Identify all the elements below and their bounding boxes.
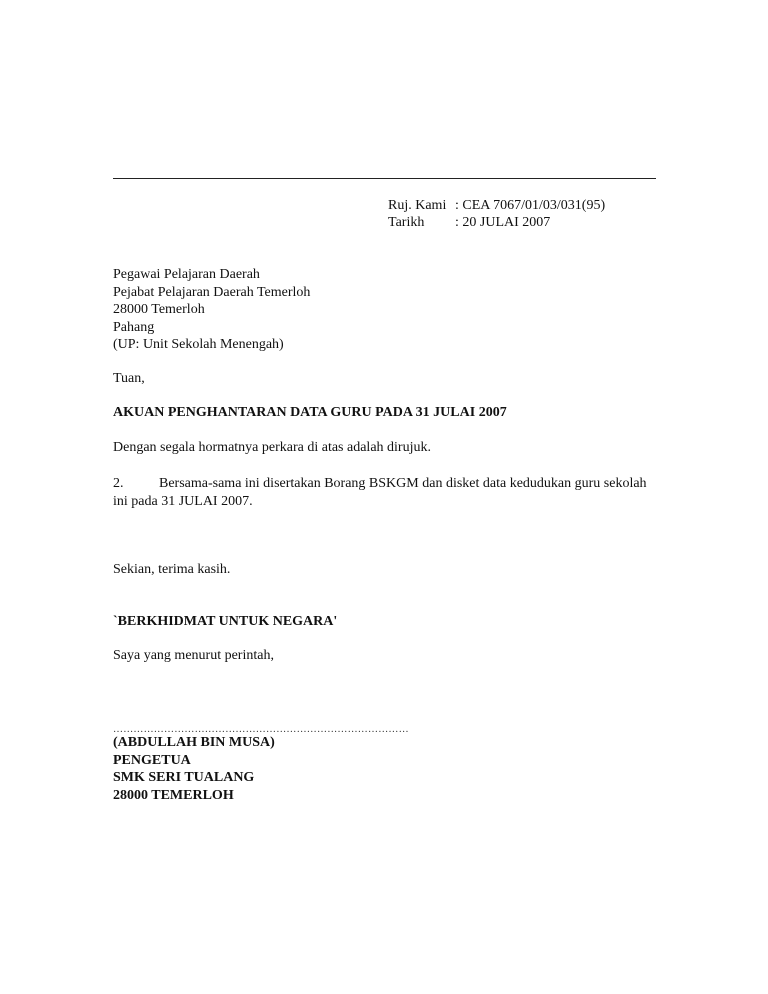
recipient-address [113, 266, 310, 354]
signatory-title: PENGETUA [113, 752, 191, 768]
reference-number-row [388, 197, 605, 215]
paragraph-2 [113, 475, 653, 511]
recipient-line: Pejabat Pelajaran Daerah Temerloh [113, 284, 311, 300]
order-line: Saya yang menurut perintah, [113, 648, 274, 663]
signatory-block [113, 734, 275, 804]
date-row [388, 214, 550, 232]
reference-label: Ruj. Kami [388, 198, 447, 213]
date-value: : 20 JULAI 2007 [455, 215, 551, 230]
letterhead-divider [113, 178, 656, 179]
recipient-line: 28000 Temerloh [113, 302, 205, 317]
recipient-line: Pahang [113, 319, 155, 335]
paragraph-number: 2. [113, 476, 124, 491]
reference-value: : CEA 7067/01/03/031(95) [455, 198, 606, 213]
subject-heading: AKUAN PENGHANTARAN DATA GURU PADA 31 JULAI 2007 [113, 405, 507, 420]
date-label: Tarikh [388, 215, 425, 230]
signatory-name: (ABDULLAH BIN MUSA) [113, 735, 275, 750]
signatory-school: SMK SERI TUALANG [113, 770, 255, 785]
closing-line: Sekian, terima kasih. [113, 562, 231, 577]
recipient-line: Pegawai Pelajaran Daerah [113, 267, 260, 282]
recipient-line: (UP: Unit Sekolah Menengah) [113, 337, 284, 352]
paragraph-2-text: Bersama-sama ini disertakan Borang BSKGM dan disket data kedudukan guru sekolah ini pada 31 JULAI 2007. [113, 476, 647, 509]
motto: `BERKHIDMAT UNTUK NEGARA' [113, 614, 338, 629]
signatory-address: 28000 TEMERLOH [113, 787, 234, 803]
salutation: Tuan, [113, 371, 145, 386]
signature-line: …………………………………………………………………………… [113, 724, 409, 735]
paragraph-1: Dengan segala hormatnya perkara di atas adalah dirujuk. [113, 440, 431, 455]
